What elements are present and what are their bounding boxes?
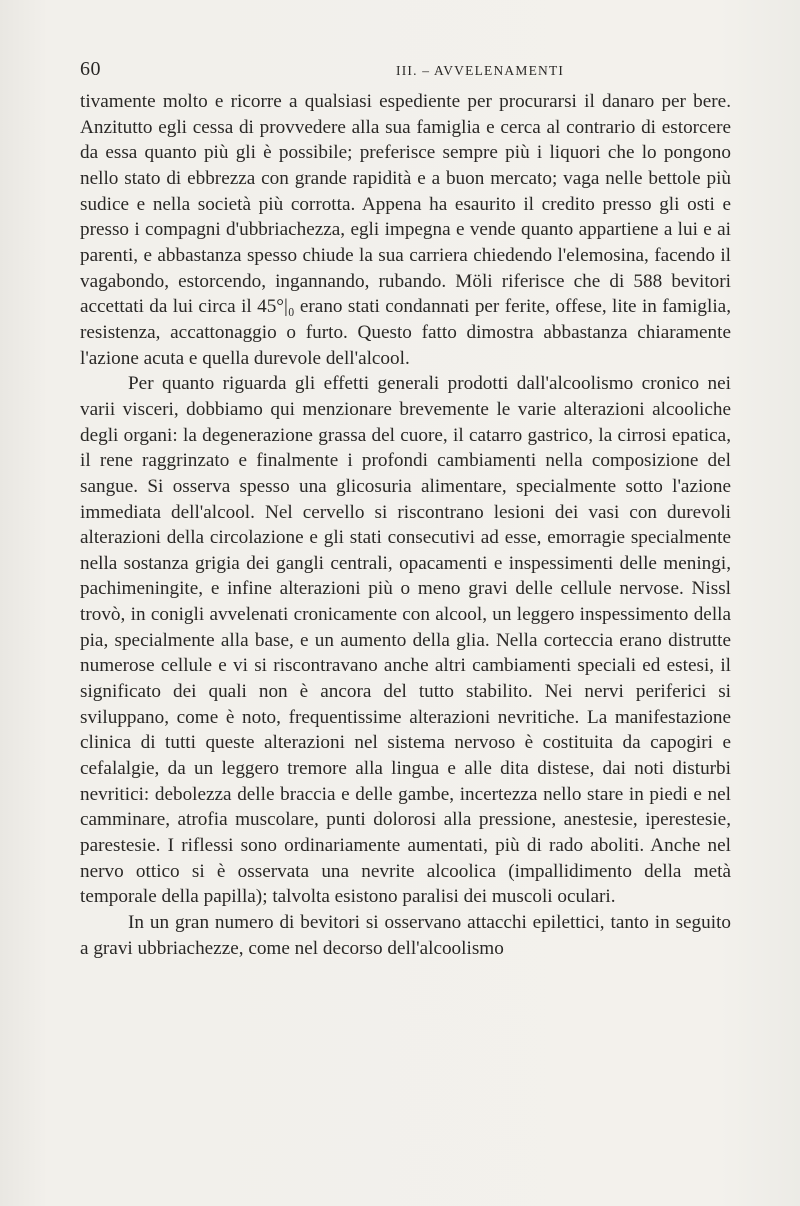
running-title: III. – AVVELENAMENTI xyxy=(396,63,565,78)
paragraph-2: Per quanto riguarda gli effetti generali prodotti dall'alcoolismo cronico nei varii visceri, dobbiamo qui menzionare brevemente le varie alterazioni alcooliche degli organi: la degenerazione grassa del cuore, il catarro gastrico, la cirrosi epatica, il rene raggrinzato e finalmente i profondi cambiamenti nella composizione del sangue. Si osserva spesso una glicosuria alimentare, specialmente sotto l'azione immediata dell'alcool. Nel cervello si riscontrano lesioni dei vasi con durevoli alterazioni della circolazione e gli stati consecutivi ad esse, emorragie specialmente nella sostanza grigia dei gangli centrali, opacamenti e inspessimenti delle meningi, pachimeningite, e infine alterazioni più o meno gravi delle cellule nervose. Nissl trovò, in conigli avvelenati cronicamente con alcool, un leggero inspessimento della pia, specialmente alla base, e un aumento della glia. Nella corteccia erano distrutte numerose cellule e vi si riscontravano anche altri cambiamenti speciali ed estesi, il significato dei quali non è ancora del tutto stabilito. Nei nervi periferici si sviluppano, come è noto, frequentissime alterazioni nevritiche. La manifestazione clinica di tutti queste alterazioni nel sistema nervoso è costituita da capogiri e cefalalgie, da un leggero tremore alla lingua e alle dita distese, dai noti disturbi nevritici: debolezza delle braccia e delle gambe, incertezza nello stare in piedi e nel camminare, atrofia muscolare, punti dolorosi alla pressione, anestesie, iperestesie, parestesie. I riflessi sono ordinariamente aumentati, più di rado aboliti. Anche nel nervo ottico si è osservata una nevrite alcoolica (impallidimento della metà temporale della papilla); talvolta esistono paralisi dei muscoli oculari. xyxy=(80,373,731,908)
page-number: 60 xyxy=(80,58,101,80)
paragraph-1: tivamente molto e ricorre a qualsiasi espediente per procurarsi il danaro per bere. Anzitutto egli cessa di provvedere alla sua famiglia e cerca al contrario di estorcere da essa quanto più gli è possibile; preferisce sempre più i liquori che lo pongono nello stato di ebbrezza con grande rapidità e a buon mercato; vaga nelle bettole più sudice e nella società più corrotta. Appena ha esaurito il credito presso gli osti e presso i compagni d'ubbriachezza, egli impegna e vende quanto appartiene a lui e ai parenti, e abbastanza spesso chiude la sua carriera chiedendo l'elemosina, facendo il vagabondo, estorcendo, ingannando, rubando. Möli riferisce che di 588 bevitori accettati da lui circa il 45°|₀ erano stati condannati per ferite, offese, lite in famiglia, resistenza, accattonaggio o furto. Questo fatto dimostra abbastanza chiaramente l'azione acuta e quella durevole dell'alcool. xyxy=(80,91,731,369)
page-header xyxy=(80,58,730,84)
paragraph-3: In un gran numero di bevitori si osservano attacchi epilettici, tanto in seguito a gravi ubbriachezze, come nel decorso dell'alcoolismo xyxy=(80,912,731,959)
body-text xyxy=(80,89,731,961)
